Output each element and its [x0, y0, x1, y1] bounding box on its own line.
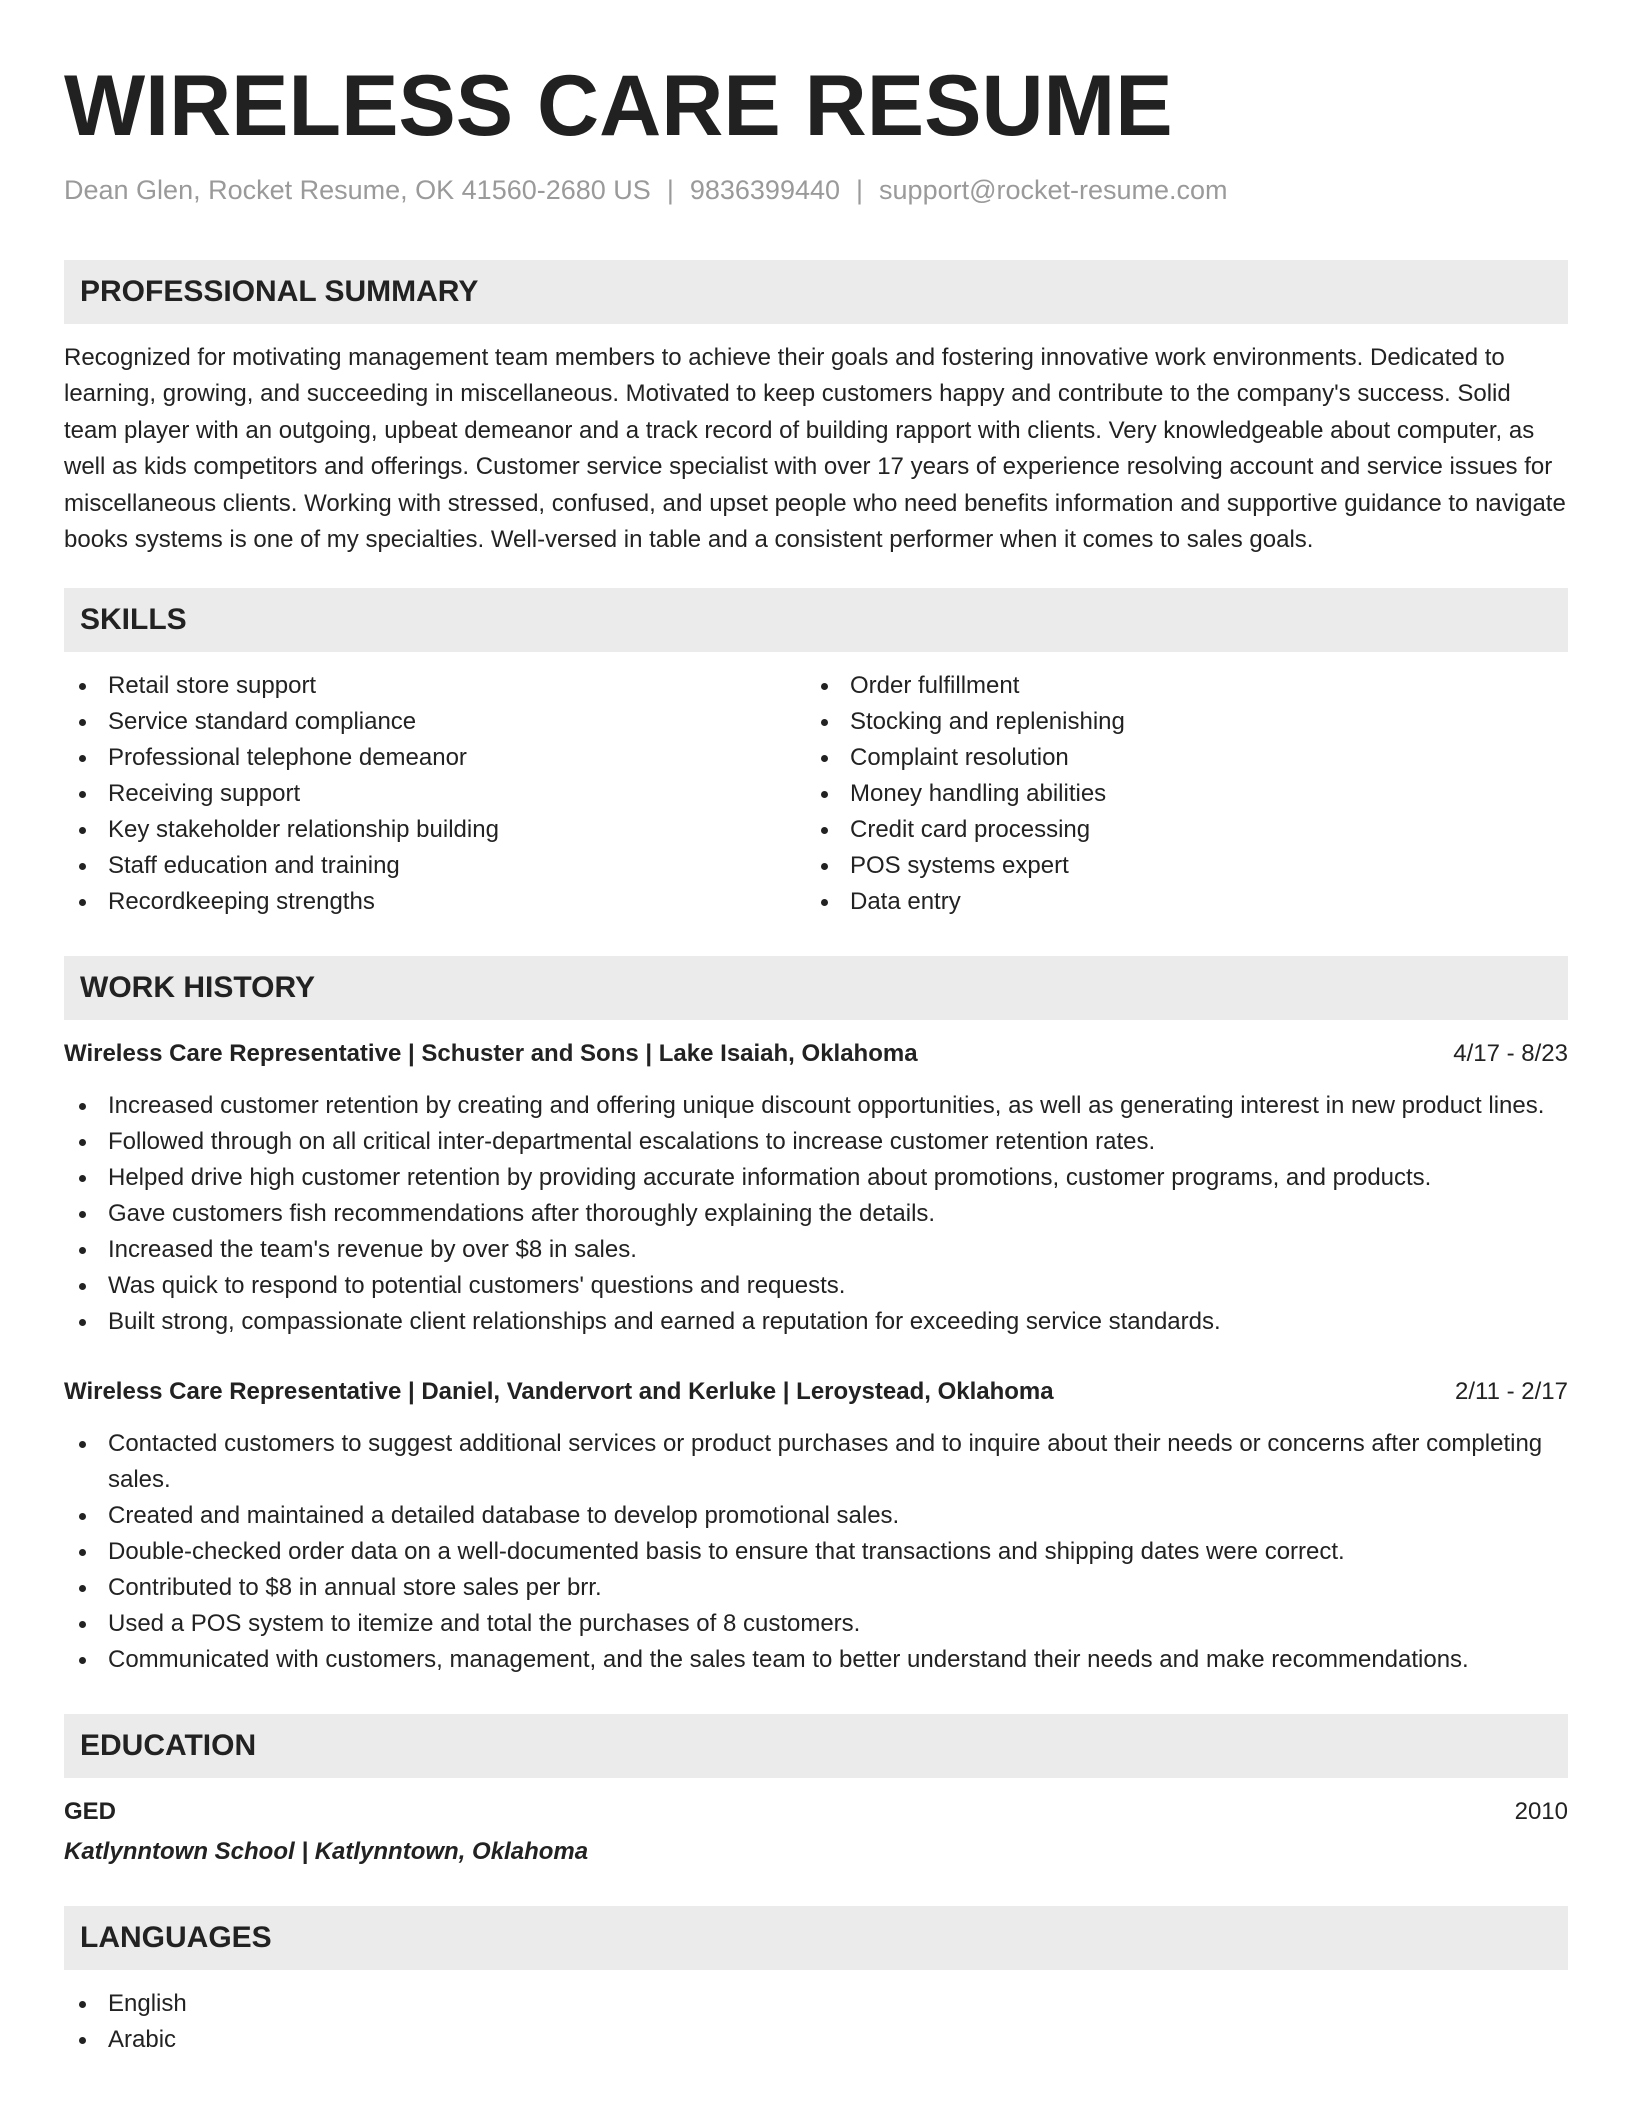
job-dates: 4/17 - 8/23: [1453, 1040, 1568, 1068]
job-bullet: Followed through on all critical inter-departmental escalations to increase customer retention rates.: [64, 1124, 1568, 1160]
summary-heading: PROFESSIONAL SUMMARY: [64, 260, 1568, 324]
skill-item: Staff education and training: [64, 848, 806, 884]
job-bullet: Increased customer retention by creating and offering unique discount opportunities, as well as generating interest in new product lines.: [64, 1088, 1568, 1124]
contact-phone: 9836399440: [689, 175, 841, 205]
summary-text: Recognized for motivating management team members to achieve their goals and fostering innovative work environments. Dedicated to learning, growing, and succeeding in miscellaneous. Motivated to keep customers happy and contribute to the company's success. Solid team player with an outgoing, upbeat demeanor and a track record of building rapport with clients. Very knowledgeable about computer, as well as kids competitors and offerings. Customer service specialist with over 17 years of experience resolving account and service issues for miscellaneous clients. Working with stressed, confused, and upset people who need benefits information and supportive guidance to navigate books systems is one of my specialties. Well-versed in table and a consistent performer when it comes to sales goals.: [64, 344, 1566, 554]
job-bullet: Communicated with customers, management, and the sales team to better understand their needs and make recommendations.: [64, 1642, 1568, 1678]
skill-item: Money handling abilities: [806, 776, 1548, 812]
contact-line: [64, 172, 1568, 208]
resume-title: WIRELESS CARE RESUME: [64, 58, 1173, 154]
skill-item: Retail store support: [64, 668, 806, 704]
job-entry: [64, 1036, 1568, 1340]
skill-item: Recordkeeping strengths: [64, 884, 806, 920]
contact-separator: |: [666, 175, 674, 205]
languages-heading: LANGUAGES: [64, 1906, 1568, 1970]
job-bullet: Gave customers fish recommendations after thoroughly explaining the details.: [64, 1196, 1568, 1232]
language-item: English: [64, 1986, 1568, 2022]
resume-page: [64, 0, 1568, 2058]
job-dates: 2/11 - 2/17: [1455, 1378, 1568, 1406]
work-heading: WORK HISTORY: [64, 956, 1568, 1020]
contact-address: Dean Glen, Rocket Resume, OK 41560-2680 US: [64, 175, 651, 205]
skill-item: Receiving support: [64, 776, 806, 812]
skills-column-left: [64, 668, 806, 920]
skills-heading: SKILLS: [64, 588, 1568, 652]
job-bullet: Created and maintained a detailed database to develop promotional sales.: [64, 1498, 1568, 1534]
job-bullets: [64, 1088, 1568, 1340]
education-year: 2010: [1514, 1798, 1568, 1826]
skill-item: POS systems expert: [806, 848, 1548, 884]
skill-item: Data entry: [806, 884, 1548, 920]
job-header: [64, 1374, 1568, 1410]
job-bullet: Was quick to respond to potential customers' questions and requests.: [64, 1268, 1568, 1304]
languages-list: [64, 1986, 1568, 2058]
education-entry: [64, 1794, 1568, 1870]
skill-item: Service standard compliance: [64, 704, 806, 740]
education-school: Katlynntown School | Katlynntown, Oklahoma: [64, 1838, 589, 1866]
job-bullet: Contributed to $8 in annual store sales per brr.: [64, 1570, 1568, 1606]
job-bullet: Contacted customers to suggest additional services or product purchases and to inquire about their needs or concerns after completing sales.: [64, 1426, 1568, 1498]
skills-column-right: [806, 668, 1548, 920]
job-bullet: Double-checked order data on a well-documented basis to ensure that transactions and shipping dates were correct.: [64, 1534, 1568, 1570]
education-header: [64, 1794, 1568, 1830]
skill-item: Credit card processing: [806, 812, 1548, 848]
education-heading: EDUCATION: [64, 1714, 1568, 1778]
skill-item: Professional telephone demeanor: [64, 740, 806, 776]
job-bullets: [64, 1426, 1568, 1678]
job-bullet: Increased the team's revenue by over $8 in sales.: [64, 1232, 1568, 1268]
skills-list: [64, 668, 1568, 920]
skill-item: Stocking and replenishing: [806, 704, 1548, 740]
language-item: Arabic: [64, 2022, 1568, 2058]
job-bullet: Used a POS system to itemize and total the purchases of 8 customers.: [64, 1606, 1568, 1642]
skill-item: Complaint resolution: [806, 740, 1548, 776]
contact-separator: |: [856, 175, 864, 205]
job-entry: [64, 1374, 1568, 1678]
skill-item: Key stakeholder relationship building: [64, 812, 806, 848]
skill-item: Order fulfillment: [806, 668, 1548, 704]
job-bullet: Built strong, compassionate client relationships and earned a reputation for exceeding service standards.: [64, 1304, 1568, 1340]
job-title: Wireless Care Representative | Schuster and Sons | Lake Isaiah, Oklahoma: [64, 1040, 918, 1068]
job-title: Wireless Care Representative | Daniel, Vandervort and Kerluke | Leroystead, Oklahoma: [64, 1378, 1054, 1406]
job-bullet: Helped drive high customer retention by providing accurate information about promotions, customer programs, and products.: [64, 1160, 1568, 1196]
education-degree: GED: [64, 1798, 117, 1826]
job-header: [64, 1036, 1568, 1072]
contact-email: support@rocket-resume.com: [879, 175, 1228, 205]
